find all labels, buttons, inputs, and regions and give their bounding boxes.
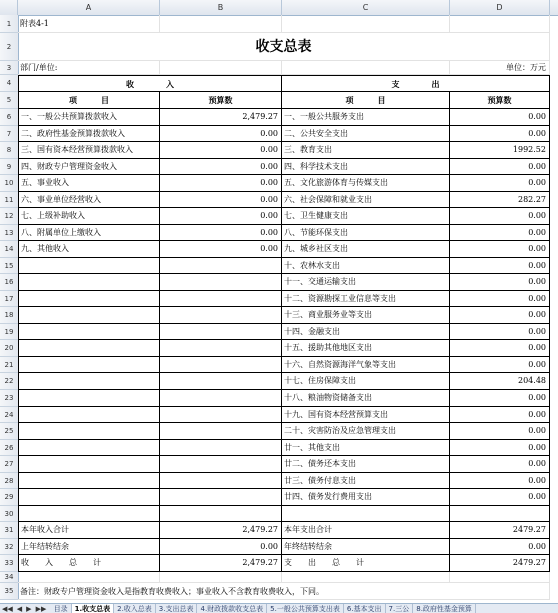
sheet-tab[interactable]: 6.基本支出 — [344, 604, 386, 613]
row-header[interactable]: 17 — [0, 291, 18, 308]
table-number-label[interactable]: 附表4-1 — [18, 15, 160, 33]
expense-item-label[interactable]: 十六、自然资源海洋气象等支出 — [282, 357, 450, 374]
row-header[interactable]: 9 — [0, 159, 18, 176]
prev-sheet-arrow-icon[interactable]: ◀ — [16, 605, 23, 613]
expense-item-label[interactable]: 九、城乡社区支出 — [282, 241, 450, 258]
sheet-row — [18, 407, 550, 424]
cell[interactable] — [160, 15, 282, 33]
cell[interactable] — [18, 572, 160, 583]
income-item-label[interactable]: 九、其他收入 — [18, 241, 160, 258]
expense-item-value[interactable]: 0.00 — [450, 473, 550, 490]
row-header[interactable]: 34 — [0, 572, 18, 583]
income-total-value[interactable]: 2,479.27 — [160, 555, 282, 572]
sheet-row — [18, 142, 550, 159]
empty-cell[interactable] — [160, 307, 282, 324]
income-item-label[interactable]: 三、国有资本经营预算拨款收入 — [18, 142, 160, 159]
department-label[interactable]: 部门/单位: — [18, 61, 160, 75]
income-item-value[interactable]: 0.00 — [160, 208, 282, 225]
row-header[interactable]: 19 — [0, 324, 18, 341]
next-sheet-arrow-icon[interactable]: ▶ — [26, 605, 32, 613]
row-header[interactable]: 35 — [0, 583, 18, 600]
sheet-tab[interactable]: 8.政府性基金预算 — [413, 604, 476, 613]
expense-total-value[interactable]: 0.00 — [450, 539, 550, 556]
empty-cell[interactable] — [18, 324, 160, 341]
sheet-row — [18, 33, 550, 61]
expense-item-label[interactable]: 十九、国有资本经营预算支出 — [282, 407, 450, 424]
row-header[interactable]: 6 — [0, 109, 18, 126]
expense-item-value[interactable]: 0.00 — [450, 340, 550, 357]
income-item-value[interactable]: 0.00 — [160, 142, 282, 159]
sheet-row — [18, 572, 550, 583]
empty-cell[interactable] — [18, 506, 160, 523]
sheet-row — [18, 61, 550, 75]
sheet-tab[interactable]: 目录 — [51, 604, 72, 613]
sheet-row — [18, 175, 550, 192]
select-all-corner[interactable] — [0, 0, 18, 15]
row-header[interactable]: 33 — [0, 555, 18, 572]
sheet-tab[interactable]: 3.支出总表 — [156, 604, 198, 613]
income-item-label[interactable]: 四、财政专户管理资金收入 — [18, 159, 160, 176]
expense-item-label[interactable]: 廿三、债务付息支出 — [282, 473, 450, 490]
row-header[interactable]: 26 — [0, 440, 18, 457]
sheet-row — [18, 15, 550, 33]
column-header-bar — [0, 0, 558, 16]
expense-item-label[interactable]: 五、文化旅游体育与传媒支出 — [282, 175, 450, 192]
row-header[interactable]: 8 — [0, 142, 18, 159]
row-header-bar — [0, 15, 19, 600]
sheet-row — [18, 192, 550, 209]
income-item-header[interactable]: 项 目 — [18, 92, 160, 109]
empty-cell[interactable] — [18, 489, 160, 506]
empty-cell[interactable] — [18, 373, 160, 390]
empty-cell[interactable] — [18, 440, 160, 457]
row-header[interactable]: 24 — [0, 407, 18, 424]
row-header[interactable]: 29 — [0, 489, 18, 506]
row-header[interactable]: 11 — [0, 192, 18, 209]
income-item-value[interactable]: 0.00 — [160, 192, 282, 209]
sheet-row — [18, 258, 550, 275]
empty-cell[interactable] — [160, 340, 282, 357]
income-item-value[interactable]: 0.00 — [160, 175, 282, 192]
expense-item-value[interactable]: 0.00 — [450, 225, 550, 242]
row-header[interactable]: 32 — [0, 539, 18, 556]
income-total-label[interactable]: 本年收入合计 — [18, 522, 160, 539]
expense-item-label[interactable]: 十一、交通运输支出 — [282, 274, 450, 291]
sheet-row — [18, 241, 550, 258]
row-header[interactable]: 22 — [0, 373, 18, 390]
sheet-row — [18, 555, 550, 572]
row-header[interactable]: 14 — [0, 241, 18, 258]
empty-cell[interactable] — [160, 274, 282, 291]
expense-item-value[interactable]: 0.00 — [450, 258, 550, 275]
expense-item-value[interactable]: 204.48 — [450, 373, 550, 390]
expense-total-label[interactable]: 支 出 总 计 — [282, 555, 450, 572]
sheet-row — [18, 390, 550, 407]
last-sheet-arrow-icon[interactable]: ▶▶ — [35, 605, 47, 613]
expense-item-label[interactable]: 廿一、其他支出 — [282, 440, 450, 457]
cell[interactable] — [282, 15, 450, 33]
sheet-row — [18, 583, 550, 600]
expense-item-value[interactable]: 0.00 — [450, 208, 550, 225]
expense-item-value[interactable]: 0.00 — [450, 390, 550, 407]
income-total-label[interactable]: 上年结转结余 — [18, 539, 160, 556]
expense-item-value[interactable]: 0.00 — [450, 241, 550, 258]
expense-section-header[interactable]: 支 出 — [282, 75, 550, 92]
row-header[interactable]: 21 — [0, 357, 18, 374]
sheet-row — [18, 307, 550, 324]
sheet-row — [18, 539, 550, 556]
empty-cell[interactable] — [160, 489, 282, 506]
empty-cell[interactable] — [160, 373, 282, 390]
income-item-label[interactable]: 七、上级补助收入 — [18, 208, 160, 225]
expense-item-value[interactable]: 0.00 — [450, 274, 550, 291]
expense-item-value[interactable]: 0.00 — [450, 291, 550, 308]
income-item-value[interactable]: 0.00 — [160, 126, 282, 143]
empty-cell[interactable] — [18, 258, 160, 275]
column-header-c[interactable]: C — [282, 0, 450, 15]
row-header[interactable]: 2 — [0, 33, 18, 61]
row-header[interactable]: 3 — [0, 61, 18, 75]
expense-item-label[interactable]: 二、公共安全支出 — [282, 126, 450, 143]
row-header[interactable]: 31 — [0, 522, 18, 539]
expense-item-value[interactable]: 1992.52 — [450, 142, 550, 159]
cell[interactable] — [450, 572, 550, 583]
sheet-row — [18, 456, 550, 473]
income-item-value[interactable]: 0.00 — [160, 159, 282, 176]
row-header[interactable]: 18 — [0, 307, 18, 324]
empty-cell[interactable] — [18, 274, 160, 291]
expense-item-value[interactable]: 282.27 — [450, 192, 550, 209]
sheet-row — [18, 75, 550, 92]
income-item-label[interactable]: 八、附属单位上缴收入 — [18, 225, 160, 242]
income-item-label[interactable]: 六、事业单位经营收入 — [18, 192, 160, 209]
empty-cell[interactable] — [18, 473, 160, 490]
sheet-row — [18, 506, 550, 523]
empty-cell[interactable] — [282, 506, 450, 523]
column-header-d[interactable]: D — [450, 0, 550, 15]
sheet-tab[interactable]: 2.收入总表 — [114, 604, 156, 613]
empty-cell[interactable] — [160, 357, 282, 374]
expense-item-value[interactable]: 0.00 — [450, 423, 550, 440]
expense-item-value[interactable]: 0.00 — [450, 324, 550, 341]
row-header[interactable]: 23 — [0, 390, 18, 407]
sheet-row — [18, 473, 550, 490]
empty-cell[interactable] — [18, 307, 160, 324]
column-header-b[interactable]: B — [160, 0, 282, 15]
empty-cell[interactable] — [160, 423, 282, 440]
expense-total-value[interactable]: 2479.27 — [450, 522, 550, 539]
empty-cell[interactable] — [160, 456, 282, 473]
expense-item-label[interactable]: 四、科学技术支出 — [282, 159, 450, 176]
expense-item-label[interactable]: 廿二、债务还本支出 — [282, 456, 450, 473]
empty-cell[interactable] — [18, 340, 160, 357]
empty-cell[interactable] — [160, 473, 282, 490]
row-header[interactable]: 4 — [0, 75, 18, 92]
sheet-row — [18, 208, 550, 225]
income-item-value[interactable]: 0.00 — [160, 225, 282, 242]
sheet-row — [18, 109, 550, 126]
row-header[interactable]: 1 — [0, 15, 18, 33]
unit-label[interactable]: 单位：万元 — [450, 61, 550, 75]
column-header-a[interactable]: A — [18, 0, 160, 15]
empty-cell[interactable] — [18, 407, 160, 424]
expense-item-value[interactable]: 0.00 — [450, 126, 550, 143]
expense-item-header[interactable]: 项 目 — [282, 92, 450, 109]
row-header[interactable]: 7 — [0, 126, 18, 143]
empty-cell[interactable] — [18, 291, 160, 308]
income-total-value[interactable]: 0.00 — [160, 539, 282, 556]
expense-item-label[interactable]: 十三、商业服务业等支出 — [282, 307, 450, 324]
row-header[interactable]: 16 — [0, 274, 18, 291]
empty-cell[interactable] — [160, 390, 282, 407]
expense-total-label[interactable]: 年终结转结余 — [282, 539, 450, 556]
cell[interactable] — [160, 61, 282, 75]
row-header[interactable]: 13 — [0, 225, 18, 242]
expense-item-label[interactable]: 廿四、债务发行费用支出 — [282, 489, 450, 506]
sheet-tab-active[interactable]: 1.收支总表 — [72, 604, 115, 613]
expense-item-value[interactable]: 0.00 — [450, 440, 550, 457]
empty-cell[interactable] — [160, 324, 282, 341]
expense-item-label[interactable]: 十二、资源勘探工业信息等支出 — [282, 291, 450, 308]
expense-item-label[interactable]: 七、卫生健康支出 — [282, 208, 450, 225]
income-total-label[interactable]: 收 入 总 计 — [18, 555, 160, 572]
sheet-tab[interactable]: 4.财政拨款收支总表 — [197, 604, 267, 613]
expense-item-value[interactable]: 0.00 — [450, 109, 550, 126]
empty-cell[interactable] — [160, 258, 282, 275]
expense-item-value[interactable]: 0.00 — [450, 456, 550, 473]
empty-cell[interactable] — [160, 440, 282, 457]
income-item-label[interactable]: 五、事业收入 — [18, 175, 160, 192]
row-header[interactable]: 10 — [0, 175, 18, 192]
row-header[interactable]: 15 — [0, 258, 18, 275]
expense-item-value[interactable]: 0.00 — [450, 357, 550, 374]
income-item-label[interactable]: 一、一般公共预算拨款收入 — [18, 109, 160, 126]
expense-budget-header[interactable]: 预算数 — [450, 92, 550, 109]
sheet-tab[interactable]: 5.一般公共预算支出表 — [267, 604, 344, 613]
empty-cell[interactable] — [18, 423, 160, 440]
expense-item-label[interactable]: 十四、金融支出 — [282, 324, 450, 341]
expense-item-label[interactable]: 二十、灾害防治及应急管理支出 — [282, 423, 450, 440]
expense-item-value[interactable]: 0.00 — [450, 175, 550, 192]
sheet-row — [18, 159, 550, 176]
expense-total-value[interactable]: 2479.27 — [450, 555, 550, 572]
row-header[interactable]: 20 — [0, 340, 18, 357]
sheet-row — [18, 92, 550, 109]
expense-total-label[interactable]: 本年支出合计 — [282, 522, 450, 539]
cell[interactable] — [160, 572, 282, 583]
income-item-value[interactable]: 2,479.27 — [160, 109, 282, 126]
expense-item-value[interactable]: 0.00 — [450, 307, 550, 324]
sheet-row — [18, 274, 550, 291]
row-header[interactable]: 27 — [0, 456, 18, 473]
sheet-row — [18, 423, 550, 440]
expense-item-value[interactable]: 0.00 — [450, 407, 550, 424]
empty-cell[interactable] — [18, 390, 160, 407]
row-header[interactable]: 28 — [0, 473, 18, 490]
expense-item-label[interactable]: 十五、援助其他地区支出 — [282, 340, 450, 357]
income-section-header[interactable]: 收 入 — [18, 75, 282, 92]
sheet-row — [18, 357, 550, 374]
sheet-tab-bar — [0, 603, 558, 613]
income-item-label[interactable]: 二、政府性基金预算拨款收入 — [18, 126, 160, 143]
table-title[interactable]: 收支总表 — [18, 33, 550, 61]
cell[interactable] — [450, 15, 550, 33]
cell[interactable] — [282, 61, 450, 75]
sheet-row — [18, 373, 550, 390]
sheet-row — [18, 440, 550, 457]
empty-cell[interactable] — [18, 456, 160, 473]
expense-item-label[interactable]: 八、节能环保支出 — [282, 225, 450, 242]
sheet-row — [18, 340, 550, 357]
cell[interactable] — [282, 572, 450, 583]
expense-item-label[interactable]: 十七、住房保障支出 — [282, 373, 450, 390]
expense-item-label[interactable]: 六、社会保障和就业支出 — [282, 192, 450, 209]
sheet-row — [18, 291, 550, 308]
sheet-row — [18, 225, 550, 242]
empty-cell[interactable] — [160, 291, 282, 308]
income-total-value[interactable]: 2,479.27 — [160, 522, 282, 539]
empty-cell[interactable] — [18, 357, 160, 374]
expense-item-value[interactable]: 0.00 — [450, 159, 550, 176]
expense-item-label[interactable]: 十、农林水支出 — [282, 258, 450, 275]
income-item-value[interactable]: 0.00 — [160, 241, 282, 258]
empty-cell[interactable] — [450, 506, 550, 523]
expense-item-value[interactable]: 0.00 — [450, 489, 550, 506]
row-header[interactable]: 5 — [0, 92, 18, 109]
row-header[interactable]: 30 — [0, 506, 18, 523]
expense-item-label[interactable]: 一、一般公共服务支出 — [282, 109, 450, 126]
empty-cell[interactable] — [160, 407, 282, 424]
sheet-row — [18, 489, 550, 506]
sheet-row — [18, 324, 550, 341]
sheet-tab[interactable]: 7.三公 — [386, 604, 414, 613]
row-header[interactable]: 12 — [0, 208, 18, 225]
empty-cell[interactable] — [160, 506, 282, 523]
income-budget-header[interactable]: 预算数 — [160, 92, 282, 109]
sheet-row — [18, 522, 550, 539]
expense-item-label[interactable]: 十八、粮油物资储备支出 — [282, 390, 450, 407]
first-sheet-arrow-icon[interactable]: ◀◀ — [2, 605, 13, 613]
footnote[interactable]: 备注：财政专户管理资金收入是指教育收费收入；事业收入不含教育收费收入，下同。 — [18, 583, 550, 600]
sheet-row — [18, 126, 550, 143]
row-header[interactable]: 25 — [0, 423, 18, 440]
expense-item-label[interactable]: 三、教育支出 — [282, 142, 450, 159]
